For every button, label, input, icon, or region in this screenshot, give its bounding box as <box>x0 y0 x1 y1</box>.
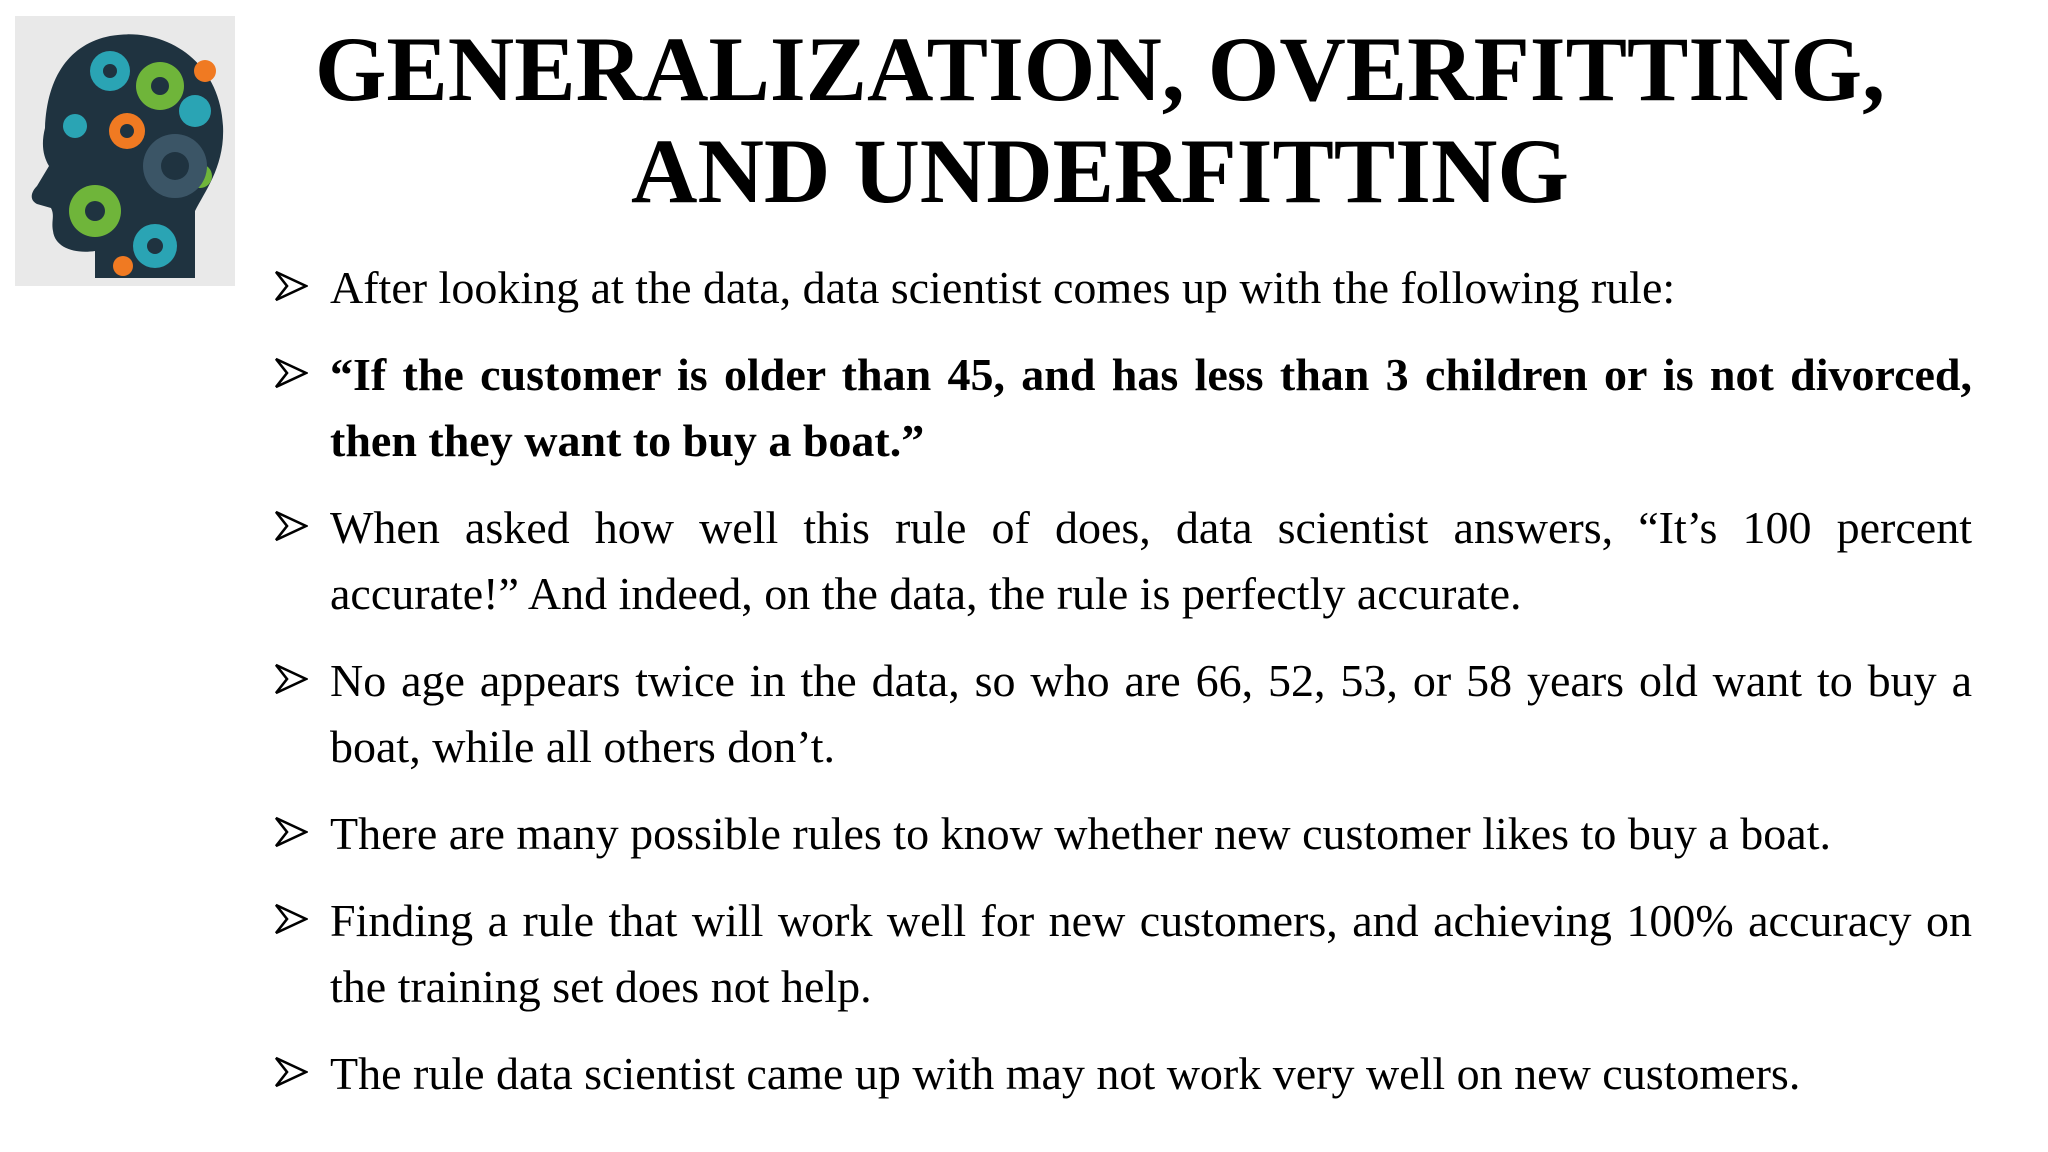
arrow-bullet-icon <box>274 902 308 936</box>
bullet-item <box>270 255 1972 321</box>
arrow-bullet-icon <box>274 269 308 303</box>
head-with-gears-icon <box>15 16 235 286</box>
bullet-item <box>270 495 1972 627</box>
bullet-item <box>270 648 1972 780</box>
bullet-list <box>270 255 1972 1128</box>
bullet-text: No age appears twice in the data, so who are 66, 52, 53, or 58 years old want to buy a boat, while all others don’t. <box>330 655 1972 772</box>
bullet-text: The rule data scientist came up with may not work very well on new customers. <box>330 1048 1801 1099</box>
arrow-bullet-icon <box>274 356 308 390</box>
bullet-text: After looking at the data, data scientist comes up with the following rule: <box>330 262 1676 313</box>
slide-title <box>240 18 1960 222</box>
bullet-text: Finding a rule that will work well for new customers, and achieving 100% accuracy on the training set does not help. <box>330 895 1972 1012</box>
bullet-item <box>270 888 1972 1020</box>
slide-title-line-1: GENERALIZATION, OVERFITTING, <box>314 18 1886 120</box>
slide-title-line-2: AND UNDERFITTING <box>631 120 1569 222</box>
bullet-text: When asked how well this rule of does, data scientist answers, “It’s 100 percent accurate!” And indeed, on the data, the rule is perfectly accurate. <box>330 502 1972 619</box>
arrow-bullet-icon <box>274 509 308 543</box>
arrow-bullet-icon <box>274 1055 308 1089</box>
bullet-text: There are many possible rules to know whether new customer likes to buy a boat. <box>330 808 1831 859</box>
bullet-item <box>270 1041 1972 1107</box>
bullet-item <box>270 801 1972 867</box>
bullet-text: “If the customer is older than 45, and has less than 3 children or is not divorced, then they want to buy a boat.” <box>330 349 1972 466</box>
arrow-bullet-icon <box>274 815 308 849</box>
arrow-bullet-icon <box>274 662 308 696</box>
bullet-item <box>270 342 1972 474</box>
